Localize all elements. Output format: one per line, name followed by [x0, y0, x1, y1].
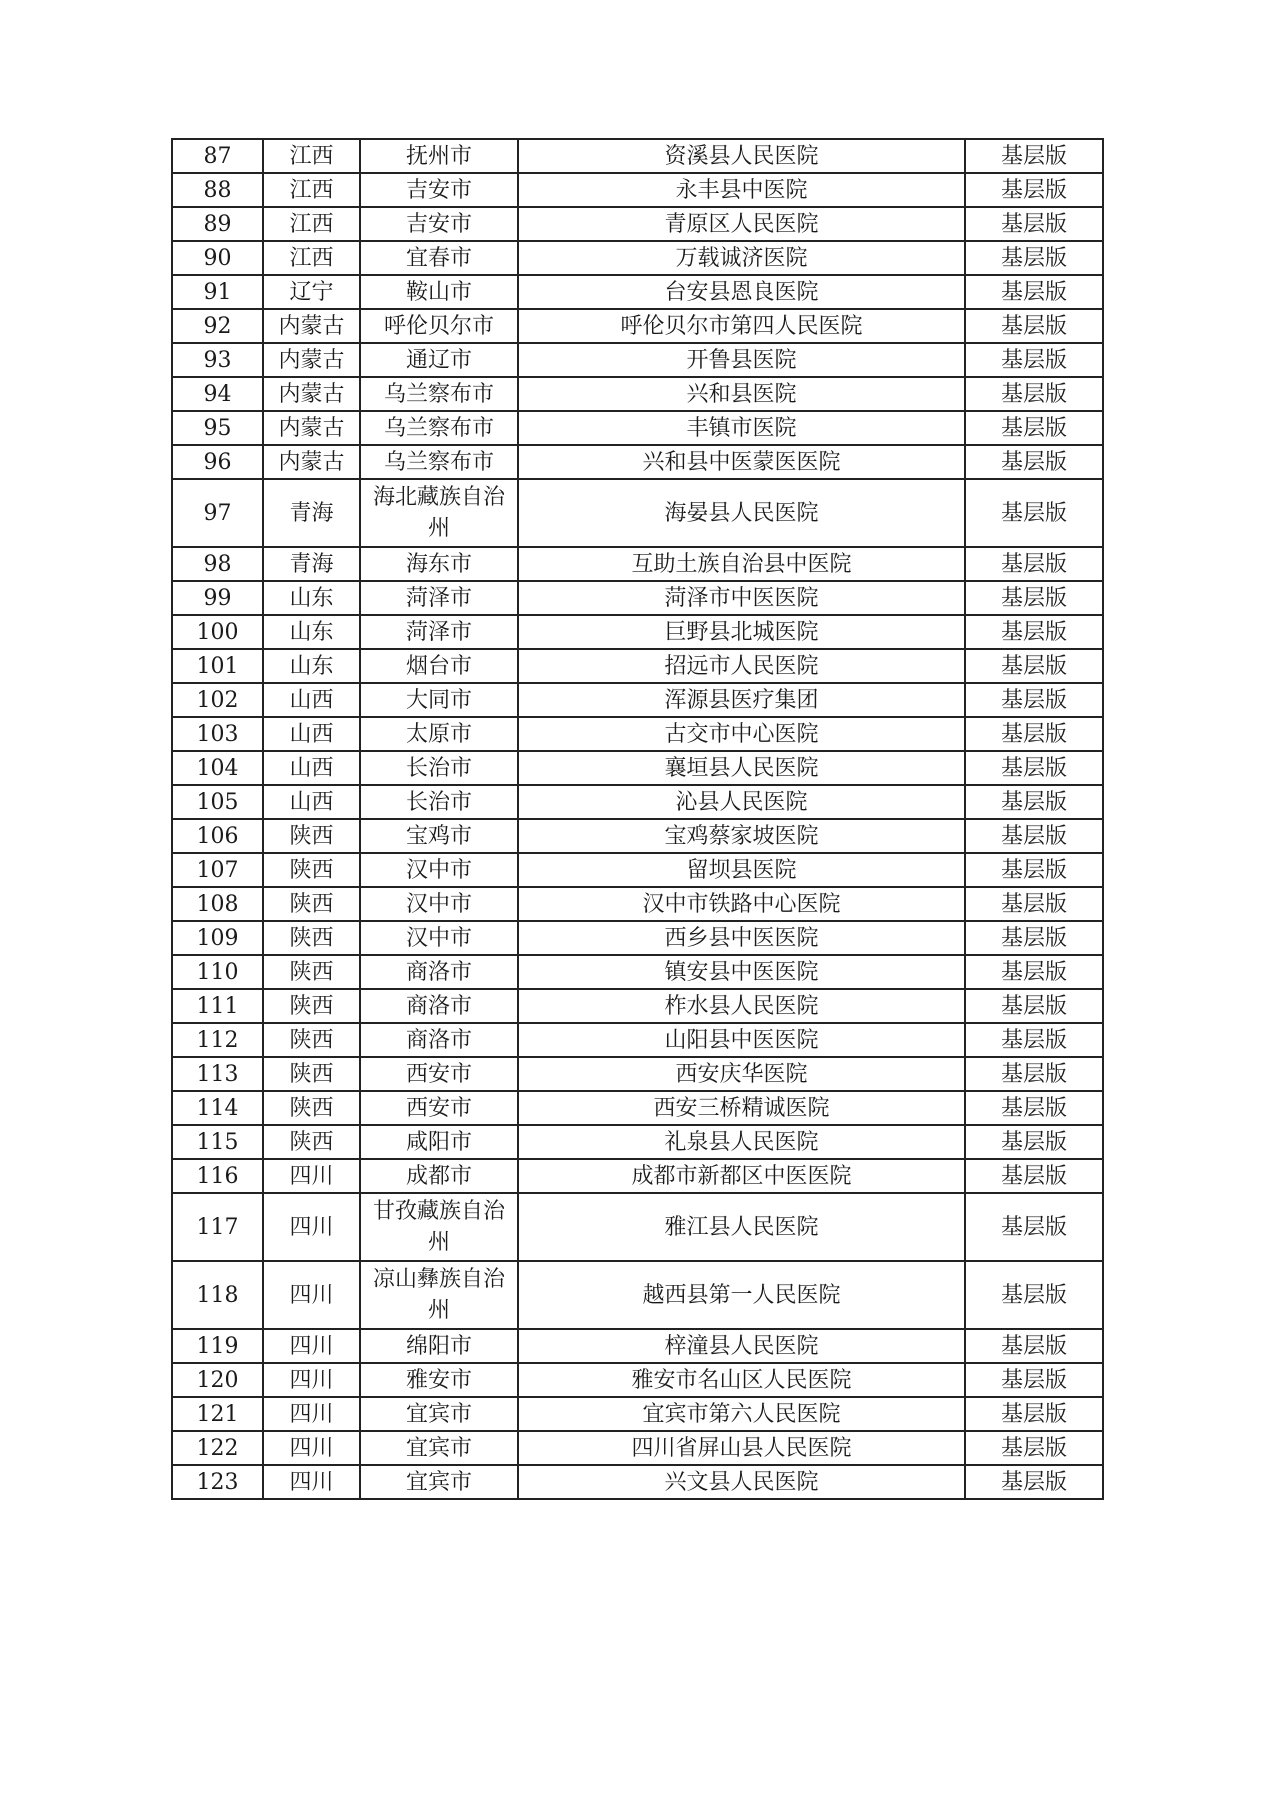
- table-row: [172, 819, 1103, 853]
- city-cell: 雅安市: [360, 1363, 518, 1397]
- row-number-cell: 110: [172, 955, 263, 989]
- table-row: [172, 615, 1103, 649]
- row-number-cell: 116: [172, 1159, 263, 1193]
- city-cell: 成都市: [360, 1159, 518, 1193]
- table-row: [172, 1091, 1103, 1125]
- province-cell: 辽宁: [263, 275, 360, 309]
- row-number-cell: 123: [172, 1465, 263, 1499]
- version-cell: 基层版: [965, 1125, 1103, 1159]
- city-cell: 抚州市: [360, 139, 518, 173]
- row-number-cell: 112: [172, 1023, 263, 1057]
- row-number-cell: 98: [172, 547, 263, 581]
- hospital-name-cell: 开鲁县医院: [518, 343, 965, 377]
- hospital-name-cell: 成都市新都区中医医院: [518, 1159, 965, 1193]
- province-cell: 陕西: [263, 1057, 360, 1091]
- table-row: [172, 785, 1103, 819]
- city-cell: 商洛市: [360, 955, 518, 989]
- city-cell: 太原市: [360, 717, 518, 751]
- province-cell: 江西: [263, 241, 360, 275]
- hospital-name-cell: 汉中市铁路中心医院: [518, 887, 965, 921]
- table-row: [172, 547, 1103, 581]
- hospital-name-cell: 沁县人民医院: [518, 785, 965, 819]
- province-cell: 陕西: [263, 921, 360, 955]
- row-number-cell: 109: [172, 921, 263, 955]
- row-number-cell: 104: [172, 751, 263, 785]
- table-row: [172, 445, 1103, 479]
- city-cell: 通辽市: [360, 343, 518, 377]
- table-row: [172, 649, 1103, 683]
- province-cell: 江西: [263, 173, 360, 207]
- hospital-name-cell: 互助土族自治县中医院: [518, 547, 965, 581]
- version-cell: 基层版: [965, 275, 1103, 309]
- table-row: [172, 1159, 1103, 1193]
- table-body: [172, 139, 1103, 1499]
- hospital-name-cell: 越西县第一人民医院: [518, 1261, 965, 1329]
- version-cell: 基层版: [965, 819, 1103, 853]
- hospital-name-cell: 镇安县中医医院: [518, 955, 965, 989]
- table-row: [172, 479, 1103, 547]
- row-number-cell: 89: [172, 207, 263, 241]
- row-number-cell: 91: [172, 275, 263, 309]
- province-cell: 陕西: [263, 1125, 360, 1159]
- city-cell: 凉山彝族自治州: [360, 1261, 518, 1329]
- province-cell: 山东: [263, 649, 360, 683]
- table-row: [172, 377, 1103, 411]
- version-cell: 基层版: [965, 1363, 1103, 1397]
- version-cell: 基层版: [965, 1261, 1103, 1329]
- city-cell: 菏泽市: [360, 581, 518, 615]
- version-cell: 基层版: [965, 581, 1103, 615]
- hospital-name-cell: 丰镇市医院: [518, 411, 965, 445]
- province-cell: 山西: [263, 751, 360, 785]
- row-number-cell: 97: [172, 479, 263, 547]
- row-number-cell: 102: [172, 683, 263, 717]
- province-cell: 四川: [263, 1431, 360, 1465]
- province-cell: 陕西: [263, 955, 360, 989]
- city-cell: 宜宾市: [360, 1397, 518, 1431]
- city-cell: 乌兰察布市: [360, 411, 518, 445]
- province-cell: 内蒙古: [263, 411, 360, 445]
- city-cell: 汉中市: [360, 887, 518, 921]
- row-number-cell: 119: [172, 1329, 263, 1363]
- province-cell: 陕西: [263, 853, 360, 887]
- hospital-name-cell: 礼泉县人民医院: [518, 1125, 965, 1159]
- province-cell: 江西: [263, 139, 360, 173]
- row-number-cell: 88: [172, 173, 263, 207]
- province-cell: 内蒙古: [263, 309, 360, 343]
- hospital-name-cell: 台安县恩良医院: [518, 275, 965, 309]
- row-number-cell: 113: [172, 1057, 263, 1091]
- province-cell: 陕西: [263, 1091, 360, 1125]
- hospital-name-cell: 浑源县医疗集团: [518, 683, 965, 717]
- row-number-cell: 103: [172, 717, 263, 751]
- province-cell: 内蒙古: [263, 445, 360, 479]
- province-cell: 山西: [263, 717, 360, 751]
- version-cell: 基层版: [965, 1091, 1103, 1125]
- row-number-cell: 114: [172, 1091, 263, 1125]
- hospital-name-cell: 梓潼县人民医院: [518, 1329, 965, 1363]
- version-cell: 基层版: [965, 887, 1103, 921]
- province-cell: 四川: [263, 1193, 360, 1261]
- version-cell: 基层版: [965, 445, 1103, 479]
- table-row: [172, 1465, 1103, 1499]
- province-cell: 四川: [263, 1261, 360, 1329]
- city-cell: 乌兰察布市: [360, 377, 518, 411]
- city-cell: 海东市: [360, 547, 518, 581]
- province-cell: 江西: [263, 207, 360, 241]
- province-cell: 四川: [263, 1329, 360, 1363]
- hospital-name-cell: 宝鸡蔡家坡医院: [518, 819, 965, 853]
- row-number-cell: 118: [172, 1261, 263, 1329]
- table-row: [172, 1397, 1103, 1431]
- version-cell: 基层版: [965, 717, 1103, 751]
- row-number-cell: 95: [172, 411, 263, 445]
- hospital-name-cell: 西安三桥精诚医院: [518, 1091, 965, 1125]
- city-cell: 汉中市: [360, 853, 518, 887]
- city-cell: 宜宾市: [360, 1431, 518, 1465]
- province-cell: 陕西: [263, 819, 360, 853]
- table-row: [172, 1023, 1103, 1057]
- table-row: [172, 241, 1103, 275]
- city-cell: 汉中市: [360, 921, 518, 955]
- province-cell: 陕西: [263, 989, 360, 1023]
- table-row: [172, 989, 1103, 1023]
- province-cell: 内蒙古: [263, 343, 360, 377]
- row-number-cell: 92: [172, 309, 263, 343]
- province-cell: 青海: [263, 547, 360, 581]
- hospital-name-cell: 呼伦贝尔市第四人民医院: [518, 309, 965, 343]
- version-cell: 基层版: [965, 955, 1103, 989]
- version-cell: 基层版: [965, 241, 1103, 275]
- province-cell: 山东: [263, 581, 360, 615]
- table-row: [172, 1329, 1103, 1363]
- version-cell: 基层版: [965, 411, 1103, 445]
- version-cell: 基层版: [965, 207, 1103, 241]
- hospital-name-cell: 兴和县中医蒙医医院: [518, 445, 965, 479]
- hospital-name-cell: 西乡县中医医院: [518, 921, 965, 955]
- version-cell: 基层版: [965, 377, 1103, 411]
- table-row: [172, 887, 1103, 921]
- row-number-cell: 111: [172, 989, 263, 1023]
- city-cell: 西安市: [360, 1091, 518, 1125]
- version-cell: 基层版: [965, 683, 1103, 717]
- table-row: [172, 1057, 1103, 1091]
- hospital-name-cell: 菏泽市中医医院: [518, 581, 965, 615]
- hospital-name-cell: 青原区人民医院: [518, 207, 965, 241]
- row-number-cell: 87: [172, 139, 263, 173]
- province-cell: 四川: [263, 1363, 360, 1397]
- table-row: [172, 955, 1103, 989]
- table-row: [172, 1261, 1103, 1329]
- hospital-name-cell: 柞水县人民医院: [518, 989, 965, 1023]
- version-cell: 基层版: [965, 785, 1103, 819]
- province-cell: 四川: [263, 1465, 360, 1499]
- version-cell: 基层版: [965, 1159, 1103, 1193]
- table-row: [172, 1431, 1103, 1465]
- city-cell: 呼伦贝尔市: [360, 309, 518, 343]
- version-cell: 基层版: [965, 989, 1103, 1023]
- province-cell: 内蒙古: [263, 377, 360, 411]
- hospital-name-cell: 海晏县人民医院: [518, 479, 965, 547]
- table-row: [172, 343, 1103, 377]
- city-cell: 吉安市: [360, 173, 518, 207]
- province-cell: 青海: [263, 479, 360, 547]
- hospital-name-cell: 兴和县医院: [518, 377, 965, 411]
- row-number-cell: 90: [172, 241, 263, 275]
- table-row: [172, 581, 1103, 615]
- hospital-name-cell: 山阳县中医医院: [518, 1023, 965, 1057]
- hospital-name-cell: 雅江县人民医院: [518, 1193, 965, 1261]
- city-cell: 乌兰察布市: [360, 445, 518, 479]
- table-row: [172, 207, 1103, 241]
- table-row: [172, 309, 1103, 343]
- city-cell: 宜宾市: [360, 1465, 518, 1499]
- table-row: [172, 173, 1103, 207]
- province-cell: 四川: [263, 1397, 360, 1431]
- city-cell: 菏泽市: [360, 615, 518, 649]
- table-row: [172, 1363, 1103, 1397]
- city-cell: 商洛市: [360, 989, 518, 1023]
- hospital-name-cell: 四川省屏山县人民医院: [518, 1431, 965, 1465]
- city-cell: 绵阳市: [360, 1329, 518, 1363]
- version-cell: 基层版: [965, 751, 1103, 785]
- city-cell: 长治市: [360, 751, 518, 785]
- hospital-name-cell: 永丰县中医院: [518, 173, 965, 207]
- table-row: [172, 751, 1103, 785]
- province-cell: 山西: [263, 683, 360, 717]
- version-cell: 基层版: [965, 547, 1103, 581]
- version-cell: 基层版: [965, 479, 1103, 547]
- hospital-name-cell: 万载诚济医院: [518, 241, 965, 275]
- province-cell: 山西: [263, 785, 360, 819]
- province-cell: 四川: [263, 1159, 360, 1193]
- version-cell: 基层版: [965, 1193, 1103, 1261]
- row-number-cell: 106: [172, 819, 263, 853]
- city-cell: 海北藏族自治州: [360, 479, 518, 547]
- hospital-name-cell: 招远市人民医院: [518, 649, 965, 683]
- version-cell: 基层版: [965, 1329, 1103, 1363]
- table-row: [172, 853, 1103, 887]
- row-number-cell: 96: [172, 445, 263, 479]
- city-cell: 长治市: [360, 785, 518, 819]
- city-cell: 宜春市: [360, 241, 518, 275]
- table-row: [172, 1193, 1103, 1261]
- city-cell: 宝鸡市: [360, 819, 518, 853]
- hospital-name-cell: 巨野县北城医院: [518, 615, 965, 649]
- version-cell: 基层版: [965, 853, 1103, 887]
- hospital-name-cell: 留坝县医院: [518, 853, 965, 887]
- row-number-cell: 101: [172, 649, 263, 683]
- city-cell: 大同市: [360, 683, 518, 717]
- row-number-cell: 107: [172, 853, 263, 887]
- city-cell: 商洛市: [360, 1023, 518, 1057]
- hospital-name-cell: 宜宾市第六人民医院: [518, 1397, 965, 1431]
- province-cell: 山东: [263, 615, 360, 649]
- row-number-cell: 93: [172, 343, 263, 377]
- version-cell: 基层版: [965, 921, 1103, 955]
- province-cell: 陕西: [263, 887, 360, 921]
- table-row: [172, 411, 1103, 445]
- row-number-cell: 115: [172, 1125, 263, 1159]
- city-cell: 甘孜藏族自治州: [360, 1193, 518, 1261]
- version-cell: 基层版: [965, 1431, 1103, 1465]
- hospital-name-cell: 襄垣县人民医院: [518, 751, 965, 785]
- row-number-cell: 122: [172, 1431, 263, 1465]
- row-number-cell: 117: [172, 1193, 263, 1261]
- row-number-cell: 99: [172, 581, 263, 615]
- row-number-cell: 120: [172, 1363, 263, 1397]
- row-number-cell: 100: [172, 615, 263, 649]
- city-cell: 吉安市: [360, 207, 518, 241]
- hospital-name-cell: 西安庆华医院: [518, 1057, 965, 1091]
- hospital-name-cell: 古交市中心医院: [518, 717, 965, 751]
- table-row: [172, 139, 1103, 173]
- table-row: [172, 683, 1103, 717]
- row-number-cell: 105: [172, 785, 263, 819]
- table-row: [172, 275, 1103, 309]
- hospital-name-cell: 兴文县人民医院: [518, 1465, 965, 1499]
- version-cell: 基层版: [965, 615, 1103, 649]
- version-cell: 基层版: [965, 343, 1103, 377]
- province-cell: 陕西: [263, 1023, 360, 1057]
- version-cell: 基层版: [965, 1057, 1103, 1091]
- row-number-cell: 121: [172, 1397, 263, 1431]
- version-cell: 基层版: [965, 1023, 1103, 1057]
- table-row: [172, 921, 1103, 955]
- city-cell: 鞍山市: [360, 275, 518, 309]
- city-cell: 西安市: [360, 1057, 518, 1091]
- version-cell: 基层版: [965, 649, 1103, 683]
- hospital-list-table: [171, 138, 1104, 1500]
- table-row: [172, 717, 1103, 751]
- version-cell: 基层版: [965, 1397, 1103, 1431]
- version-cell: 基层版: [965, 139, 1103, 173]
- version-cell: 基层版: [965, 309, 1103, 343]
- version-cell: 基层版: [965, 173, 1103, 207]
- city-cell: 烟台市: [360, 649, 518, 683]
- city-cell: 咸阳市: [360, 1125, 518, 1159]
- row-number-cell: 108: [172, 887, 263, 921]
- table-row: [172, 1125, 1103, 1159]
- hospital-name-cell: 资溪县人民医院: [518, 139, 965, 173]
- hospital-name-cell: 雅安市名山区人民医院: [518, 1363, 965, 1397]
- row-number-cell: 94: [172, 377, 263, 411]
- version-cell: 基层版: [965, 1465, 1103, 1499]
